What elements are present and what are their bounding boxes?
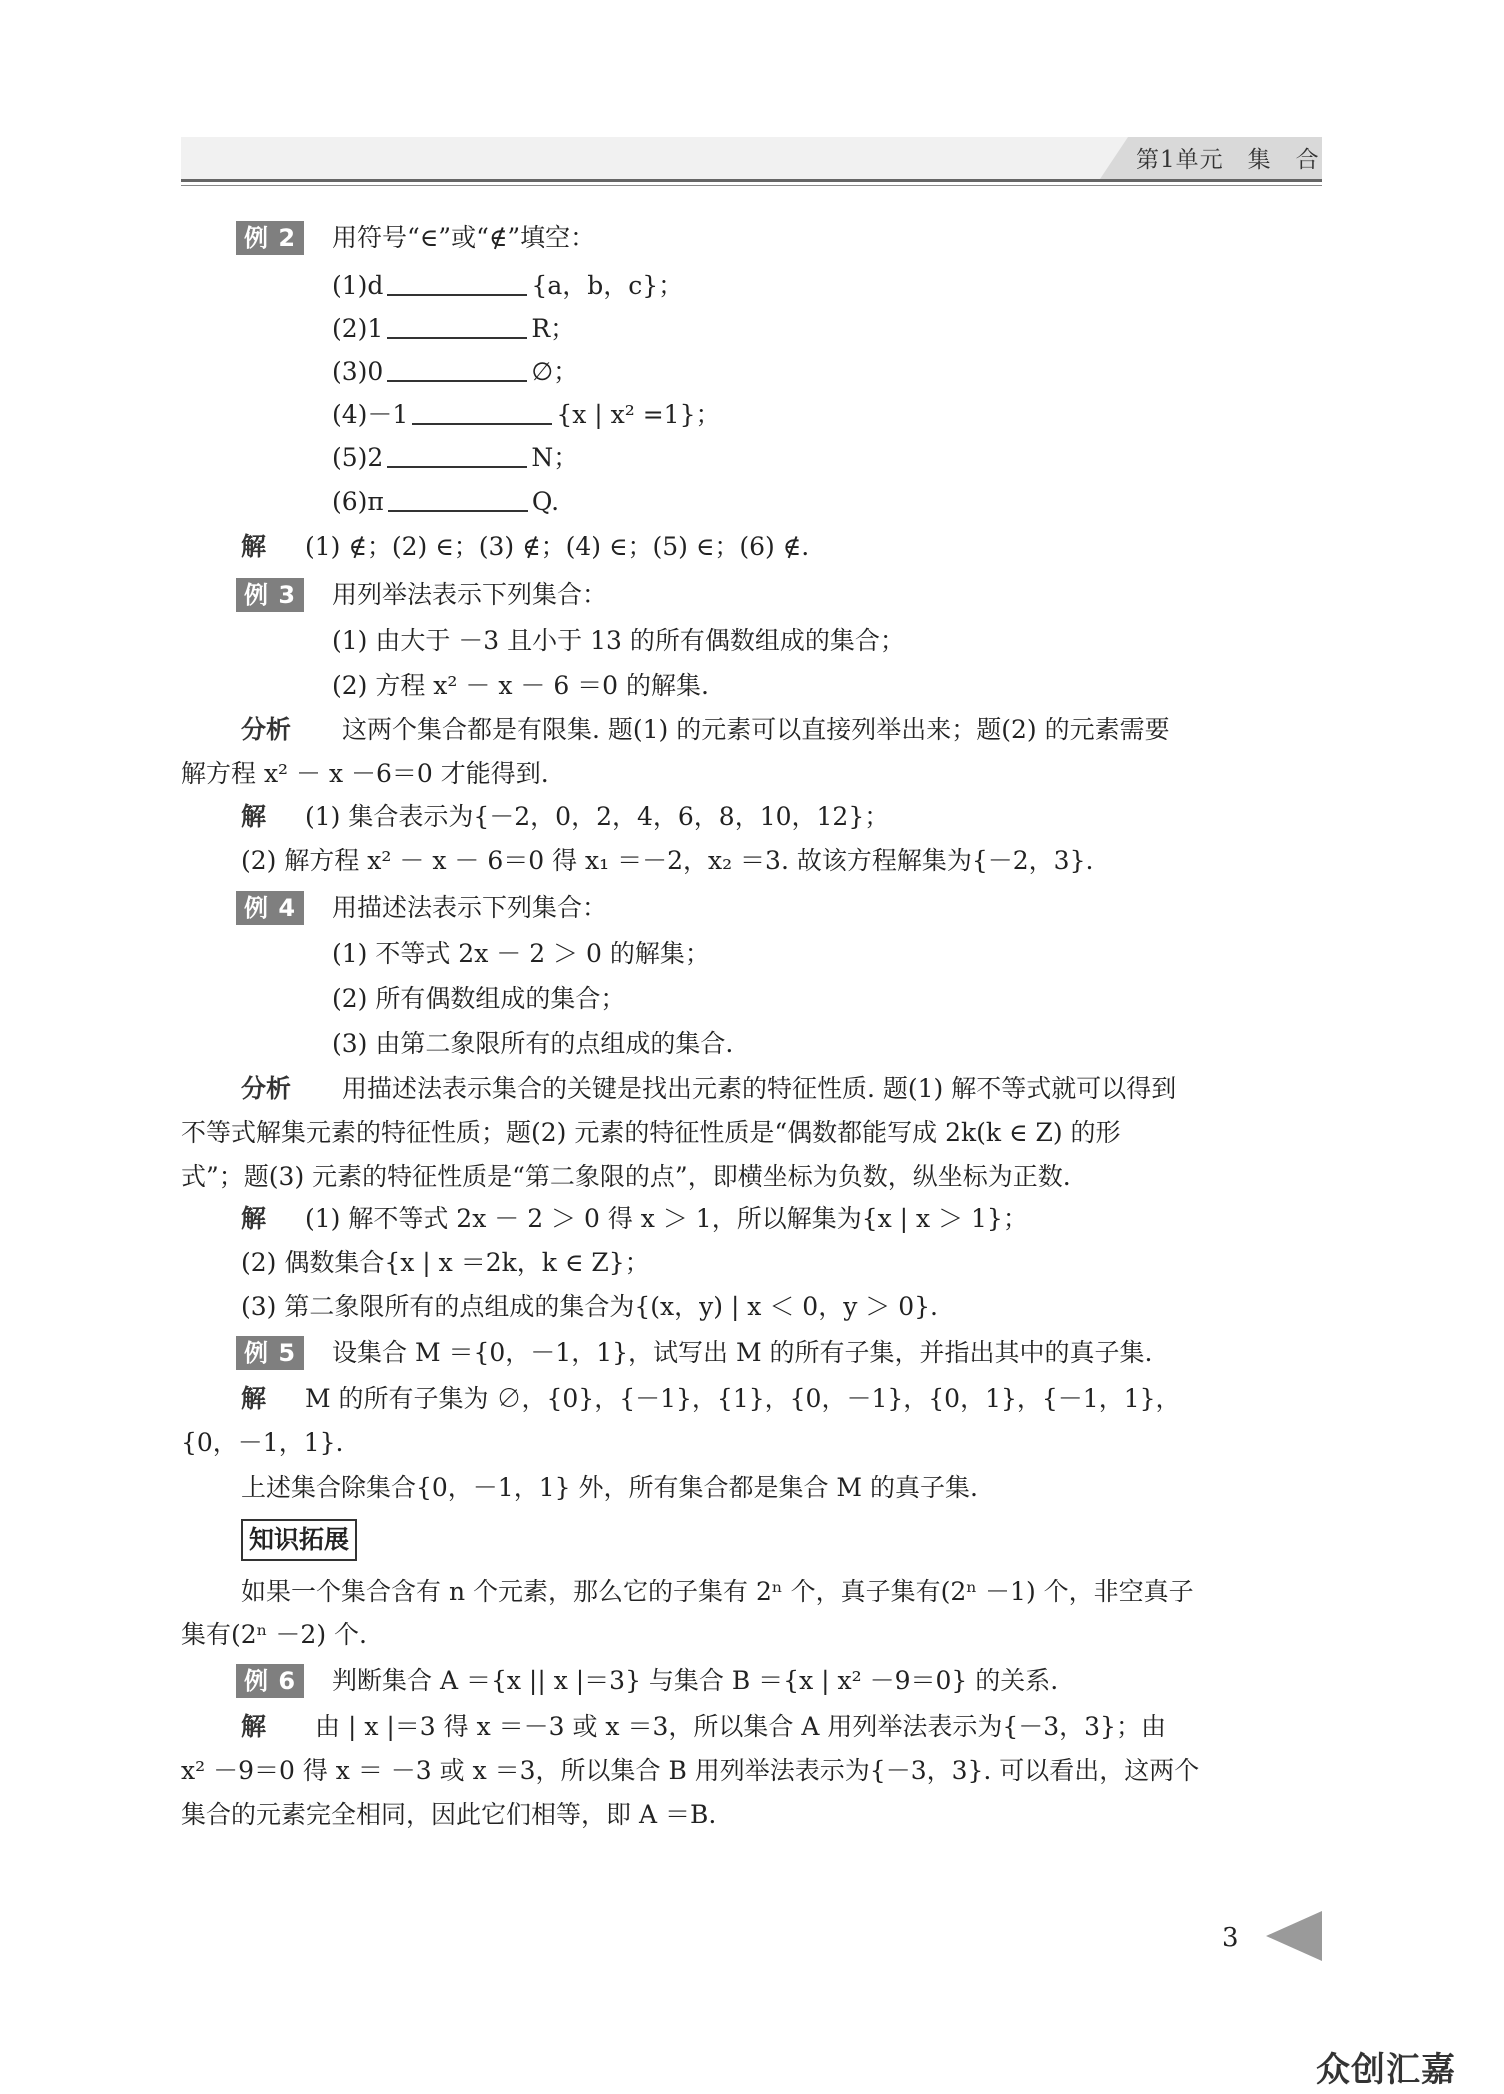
example-4-solution-2: (2) 偶数集合{x | x ＝2k，k ∈ Z}； <box>241 1248 650 1277</box>
example-4-solution-3: (3) 第二象限所有的点组成的集合为{(x，y) | x ＜ 0，y ＞ 0}. <box>241 1292 938 1321</box>
example-4-analysis-2: 不等式解集元素的特征性质；题(2) 元素的特征性质是“偶数都能写成 2k(k ∈ Z) 的形 <box>181 1118 1121 1147</box>
example-3-question-1: (1) 由大于 －3 且小于 13 的所有偶数组成的集合； <box>332 626 905 655</box>
solution-label: 解 <box>241 1384 267 1413</box>
example-4-prompt: 用描述法表示下列集合： <box>332 893 608 922</box>
example-6-solution-3: 集合的元素完全相同，因此它们相等，即 A ＝B. <box>181 1800 717 1829</box>
example-4-badge: 例 4 <box>236 891 304 925</box>
example-4-analysis-3: 式”；题(3) 元素的特征性质是“第二象限的点”，即横坐标为负数，纵坐标为正数. <box>181 1162 1071 1191</box>
example-2-solution: (1) ∉；(2) ∈；(3) ∉；(4) ∈；(5) ∈；(6) ∉. <box>305 532 810 561</box>
example-4-analysis-1: 用描述法表示集合的关键是找出元素的特征性质. 题(1) 解不等式就可以得到 <box>342 1074 1177 1103</box>
knowledge-extension-line-2: 集有(2ⁿ －2) 个. <box>181 1620 367 1649</box>
page-corner-triangle-icon <box>1266 1911 1322 1961</box>
example-4-solution-1: (1) 解不等式 2x － 2 ＞ 0 得 x ＞ 1，所以解集为{x | x ＞ 1}； <box>305 1204 1028 1233</box>
example-6-prompt: 判断集合 A ＝{x || x |＝3} 与集合 B ＝{x | x² －9＝0} 的关系. <box>332 1666 1059 1695</box>
example-5-note: 上述集合除集合{0，－1，1} 外，所有集合都是集合 M 的真子集. <box>241 1473 978 1502</box>
example-3-solution-1: (1) 集合表示为{－2，0，2，4，6，8，10，12}； <box>305 802 890 831</box>
example-3-badge: 例 3 <box>236 578 304 612</box>
knowledge-extension-line-1: 如果一个集合含有 n 个元素，那么它的子集有 2ⁿ 个，真子集有(2ⁿ －1) 个，非空真子 <box>241 1577 1194 1606</box>
analysis-label: 分析 <box>241 1074 292 1103</box>
example-4-question-1: (1) 不等式 2x － 2 ＞ 0 的解集； <box>332 939 710 968</box>
example-2-item-2: (2)1 R； <box>332 314 576 343</box>
example-6-badge: 例 6 <box>236 1664 304 1698</box>
example-3-solution-2: (2) 解方程 x² － x － 6＝0 得 x₁ ＝－2，x₂ ＝3. 故该方程解集为{－2，3}. <box>241 846 1094 875</box>
answer-blank[interactable] <box>387 442 527 468</box>
example-3-question-2: (2) 方程 x² － x － 6 ＝0 的解集. <box>332 671 709 700</box>
solution-label: 解 <box>241 532 267 561</box>
example-5-prompt: 设集合 M ＝{0，－1，1}，试写出 M 的所有子集，并指出其中的真子集. <box>332 1338 1153 1367</box>
example-2-item-3: (3)0 ∅； <box>332 357 579 386</box>
example-2-prompt: 用符号“∈”或“∉”填空： <box>332 223 596 252</box>
example-2-item-4: (4)－1 {x | x² =1}； <box>332 400 721 429</box>
page-number: 3 <box>1222 1923 1239 1953</box>
header-rule-thin <box>181 185 1322 186</box>
header-rule <box>181 179 1322 182</box>
answer-blank[interactable] <box>387 313 527 339</box>
chapter-title: 第1单元 集 合 <box>1136 147 1320 173</box>
answer-blank[interactable] <box>387 270 527 296</box>
knowledge-extension-title: 知识拓展 <box>241 1519 357 1561</box>
example-2-item-1: (1)d {a，b，c}； <box>332 271 684 300</box>
example-2-item-5: (5)2 N； <box>332 443 579 472</box>
example-4-question-3: (3) 由第二象限所有的点组成的集合. <box>332 1029 734 1058</box>
answer-blank[interactable] <box>387 356 527 382</box>
example-2-item-6: (6)π Q. <box>332 487 560 516</box>
example-2-badge: 例 2 <box>236 221 304 255</box>
example-5-solution-2: {0，－1，1}. <box>181 1428 344 1457</box>
solution-label: 解 <box>241 1712 267 1741</box>
example-6-solution-2: x² －9＝0 得 x ＝ －3 或 x ＝3，所以集合 B 用列举法表示为{－3，3}. 可以看出，这两个 <box>181 1756 1200 1785</box>
answer-blank[interactable] <box>388 486 528 512</box>
example-4-question-2: (2) 所有偶数组成的集合； <box>332 984 626 1013</box>
example-5-solution-1: M 的所有子集为 ∅，{0}，{－1}，{1}，{0，－1}，{0，1}，{－1，1}， <box>305 1384 1181 1413</box>
example-5-badge: 例 5 <box>236 1336 304 1370</box>
example-3-analysis-2: 解方程 x² － x －6＝0 才能得到. <box>181 759 549 788</box>
solution-label: 解 <box>241 1204 267 1233</box>
example-3-analysis-1: 这两个集合都是有限集. 题(1) 的元素可以直接列举出来；题(2) 的元素需要 <box>342 715 1170 744</box>
example-3-prompt: 用列举法表示下列集合： <box>332 580 608 609</box>
example-6-solution-1: 由 | x |＝3 得 x ＝－3 或 x ＝3，所以集合 A 用列举法表示为{－3，3}；由 <box>315 1712 1166 1741</box>
analysis-label: 分析 <box>241 715 292 744</box>
watermark: 众创汇嘉 <box>1316 2050 1456 2090</box>
solution-label: 解 <box>241 802 267 831</box>
answer-blank[interactable] <box>412 399 552 425</box>
